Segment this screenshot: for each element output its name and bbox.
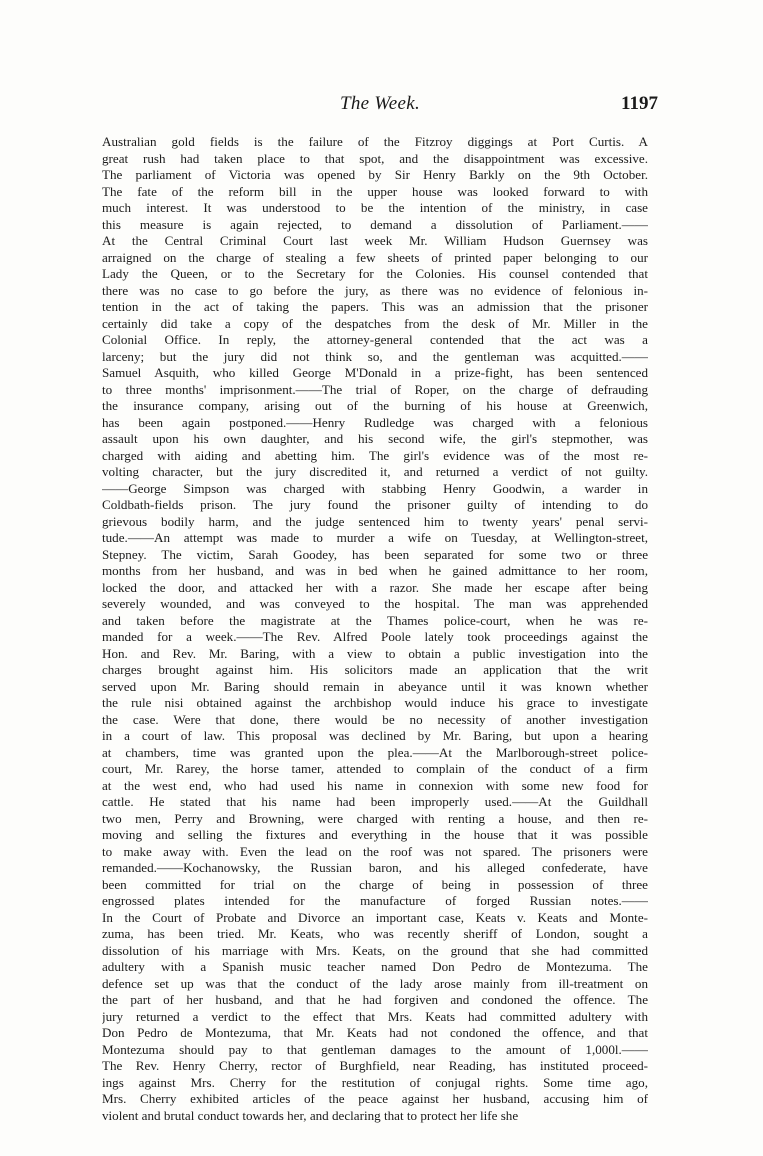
text-line: certainly did take a copy of the despatches from the desk of Mr. Miller in the (102, 315, 648, 331)
text-line: there was no case to go before the jury, as there was no evidence of felonious in- (102, 282, 648, 298)
text-line: Hon. and Rev. Mr. Baring, with a view to obtain a public investigation into the (102, 645, 648, 661)
text-line: The Rev. Henry Cherry, rector of Burghfield, near Reading, has instituted proceed- (102, 1058, 648, 1073)
text-line: grievous bodily harm, and the judge sentenced him to twenty years' penal servi- (102, 513, 648, 529)
text-line: this measure is again rejected, to demand a dissolution of Parliament.—— (102, 216, 648, 232)
text-line: assault upon his own daughter, and his second wife, the girl's stepmother, was (102, 431, 648, 446)
text-line: has been again postponed.——Henry Rudledge was charged with a felonious (102, 414, 648, 430)
text-line: been committed for trial on the charge of being in possession of three (102, 876, 648, 892)
text-line: dissolution of his marriage with Mrs. Keats, on the ground that she had committed (102, 942, 648, 958)
text-line: tention in the act of taking the papers. This was an admission that the prisoner (102, 299, 648, 314)
text-line: great rush had taken place to that spot, and the disappointment was excessive. (102, 150, 648, 166)
text-line: charged with aiding and abetting him. The girl's evidence was of the most re- (102, 447, 648, 463)
text-line: Stepney. The victim, Sarah Goodey, has been separated for some two or three (102, 546, 648, 562)
text-line: Lady the Queen, or to the Secretary for the Colonies. His counsel contended that (102, 266, 648, 281)
text-line: two men, Perry and Browning, were charged with renting a house, and then re- (102, 810, 648, 826)
text-line: charges brought against him. His solicitors made an application that the writ (102, 662, 648, 677)
text-line: At the Central Criminal Court last week Mr. William Hudson Guernsey was (102, 233, 648, 248)
text-line: to three months' imprisonment.——The trial of Roper, on the charge of defrauding (102, 381, 648, 397)
text-line: zuma, has been tried. Mr. Keats, who was recently sheriff of London, sought a (102, 926, 648, 941)
text-line: the rule nisi obtained against the archbishop would induce his grace to investigate (102, 695, 648, 710)
text-line: Australian gold fields is the failure of the Fitzroy diggings at Port Curtis. A (102, 134, 648, 149)
text-line: much interest. It was understood to be the intention of the ministry, in case (102, 200, 648, 215)
text-line: volting character, but the jury discredited it, and returned a verdict of not guilty. (102, 464, 648, 479)
text-line: Coldbath-fields prison. The jury found the prisoner guilty of intending to do (102, 497, 648, 512)
text-line: The fate of the reform bill in the upper house was looked forward to with (102, 183, 648, 199)
text-line: defence set up was that the conduct of the lady arose mainly from ill-treatment on (102, 975, 648, 991)
running-title: The Week. (339, 93, 421, 114)
text-line: to make away with. Even the lead on the roof was not spared. The prisoners were (102, 843, 648, 859)
text-line: Samuel Asquith, who killed George M'Donald in a prize-fight, has been sentenced (102, 365, 648, 380)
text-line: severely wounded, and was conveyed to the hospital. The man was apprehended (102, 596, 648, 611)
text-line: ings against Mrs. Cherry for the restitution of conjugal rights. Some time ago, (102, 1074, 648, 1090)
text-line: and taken before the magistrate at the Thames police-court, when he was re- (102, 612, 648, 628)
text-line: In the Court of Probate and Divorce an important case, Keats v. Keats and Monte- (102, 909, 648, 925)
text-line: the case. Were that done, there would be no necessity of another investigation (102, 711, 648, 727)
text-line: larceny; but the jury did not think so, and the gentleman was acquitted.—— (102, 348, 648, 364)
text-line: months from her husband, and was in bed when he gained admittance to her room, (102, 563, 648, 578)
text-line: remanded.——Kochanowsky, the Russian baron, and his alleged confederate, have (102, 860, 648, 875)
text-line: at the west end, who had used his name in connexion with some new food for (102, 777, 648, 793)
page-header (102, 93, 658, 121)
text-line: arraigned on the charge of stealing a few sheets of printed paper belonging to our (102, 249, 648, 265)
text-line: at chambers, time was granted upon the plea.——At the Marlborough-street police- (102, 744, 648, 760)
text-line: Colonial Office. In reply, the attorney-general contended that the act was a (102, 332, 648, 347)
text-line: the part of her husband, and that he had forgiven and condoned the offence. The (102, 992, 648, 1007)
article-body (102, 134, 648, 1124)
page-number: 1197 (621, 93, 658, 114)
text-line: tude.——An attempt was made to murder a wife on Tuesday, at Wellington-street, (102, 530, 648, 545)
text-line: locked the door, and attacked her with a razor. She made her escape after being (102, 579, 648, 595)
text-line: Don Pedro de Montezuma, that Mr. Keats had not condoned the offence, and that (102, 1025, 648, 1040)
text-line: the insurance company, arising out of the burning of his house at Greenwich, (102, 398, 648, 413)
text-line: court, Mr. Rarey, the horse tamer, attended to complain of the conduct of a firm (102, 761, 648, 776)
text-line: Montezuma should pay to that gentleman damages to the amount of 1,000l.—— (102, 1041, 648, 1057)
text-line: manded for a week.——The Rev. Alfred Poole lately took proceedings against the (102, 629, 648, 644)
text-line: adultery with a Spanish music teacher named Don Pedro de Montezuma. The (102, 959, 648, 974)
text-line: ——George Simpson was charged with stabbing Henry Goodwin, a warder in (102, 480, 648, 496)
text-line: jury returned a verdict to the effect that Mrs. Keats had committed adultery with (102, 1008, 648, 1024)
text-line: Mrs. Cherry exhibited articles of the peace against her husband, accusing him of (102, 1091, 648, 1106)
text-line: cattle. He stated that his name had been improperly used.——At the Guildhall (102, 794, 648, 809)
text-line: moving and selling the fixtures and everything in the house that it was possible (102, 827, 648, 842)
text-line: The parliament of Victoria was opened by Sir Henry Barkly on the 9th October. (102, 167, 648, 182)
text-line: served upon Mr. Baring should remain in abeyance until it was known whether (102, 678, 648, 694)
text-line: in a court of law. This proposal was declined by Mr. Baring, but upon a hearing (102, 728, 648, 743)
text-line: violent and brutal conduct towards her, and declaring that to protect her life she (102, 1107, 519, 1123)
text-line: engrossed plates intended for the manufacture of forged Russian notes.—— (102, 893, 648, 908)
